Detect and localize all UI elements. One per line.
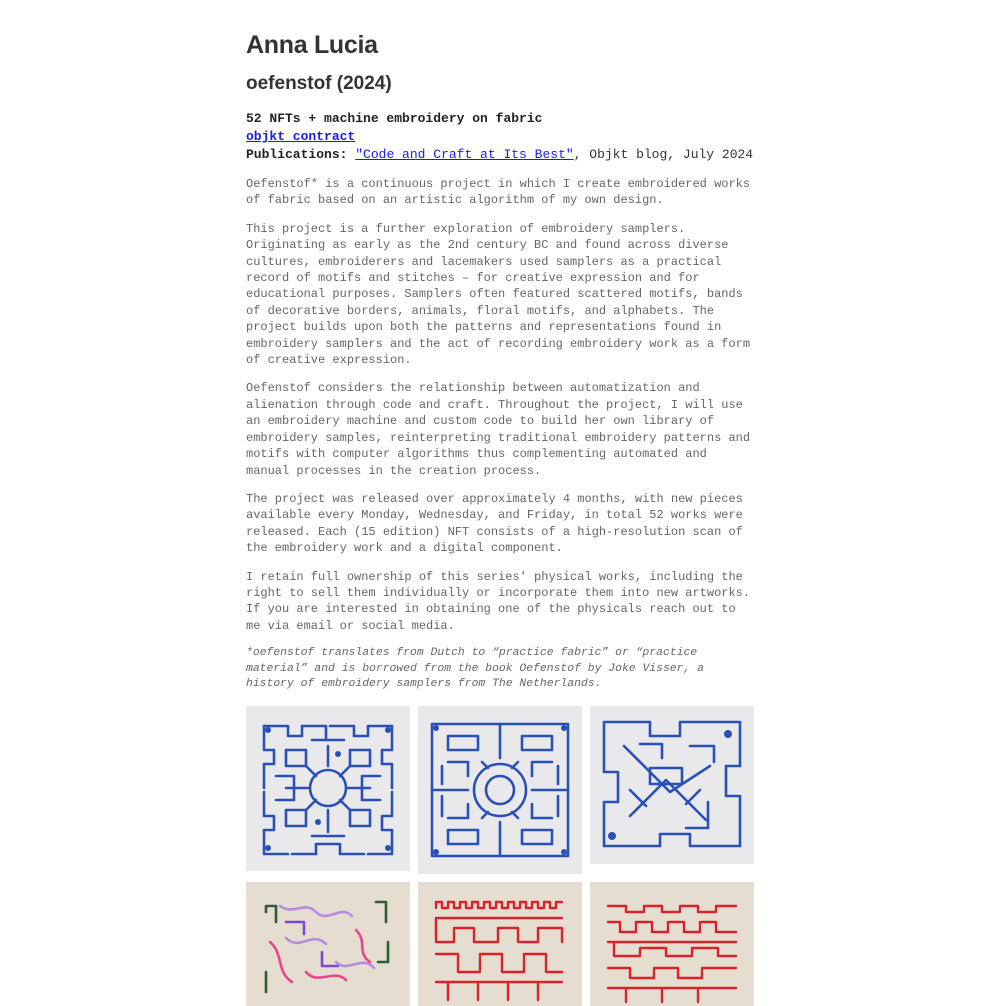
embroidery-blue-2-art	[418, 706, 582, 874]
paragraph: I retain full ownership of this series' physical works, including the right to sell them individually or incorporate them into new artworks. If you are interested in obtaining one of the physicals reach out to me via email or social media.	[246, 569, 751, 633]
embroidery-red-2-art	[590, 882, 754, 1006]
footnote: *oefenstof translates from Dutch to “practice fabric” or “practice material” and is borrowed from the book Oefenstof by Joke Visser, a history of embroidery samplers from The Netherlands.	[246, 647, 704, 691]
project-meta	[246, 110, 753, 164]
publications-line	[246, 146, 753, 164]
embroidery-image-blue-2[interactable]	[418, 706, 582, 874]
embroidery-image-blue-1[interactable]	[246, 706, 410, 871]
embroidery-blue-1-art	[246, 706, 410, 871]
paragraph: Oefenstof* is a continuous project in which I create embroidered works of fabric based on an artistic algorithm of my own design.	[246, 177, 751, 208]
embroidery-image-red-2[interactable]	[590, 882, 754, 1006]
embroidery-image-multicolor[interactable]	[246, 882, 410, 1006]
publication-source: , Objkt blog, July 2024	[573, 147, 754, 162]
embroidery-image-blue-3[interactable]	[590, 706, 754, 864]
project-description	[246, 176, 756, 705]
paragraph: This project is a further exploration of embroidery samplers. Originating as early as the 2nd century BC and found across diverse cultures, embroiderers and lacemakers used samplers as a practical record of motifs and stitches – for creative expression and for educational purposes. Samplers often featured scattered motifs, bands of decorative borders, animals, floral motifs, and alphabets. The project builds upon both the patterns and representations found in embroidery samplers and the act of recording embroidery work as a form of creative expression.	[246, 221, 751, 368]
project-title: oefenstof (2024)	[246, 73, 392, 94]
embroidery-red-1-art	[418, 882, 582, 1006]
paragraph: The project was released over approximately 4 months, with new pieces available every Monday, Wednesday, and Friday, in total 52 works were released. Each (15 edition) NFT consists of a high-resolution scan of the embroidery work and a digital component.	[246, 491, 743, 556]
objkt-contract-link[interactable]: objkt contract	[246, 129, 356, 144]
embroidery-blue-3-art	[590, 706, 754, 864]
publication-link[interactable]: "Code and Craft at Its Best"	[355, 147, 574, 162]
paragraph: Oefenstof considers the relationship between automatization and alienation through code and craft. Throughout the project, I will use an embroidery machine and custom code to build her own library of embroidery samples, reinterpreting traditional embroidery patterns and motifs with computer algorithms thus complementing automated and manual processes in the creation process.	[246, 381, 751, 478]
publications-label: Publications:	[246, 147, 348, 162]
project-subtitle: 52 NFTs + machine embroidery on fabric	[246, 111, 543, 126]
embroidery-image-red-1[interactable]	[418, 882, 582, 1006]
artist-name: Anna Lucia	[246, 31, 378, 59]
embroidery-multicolor-art	[246, 882, 410, 1006]
